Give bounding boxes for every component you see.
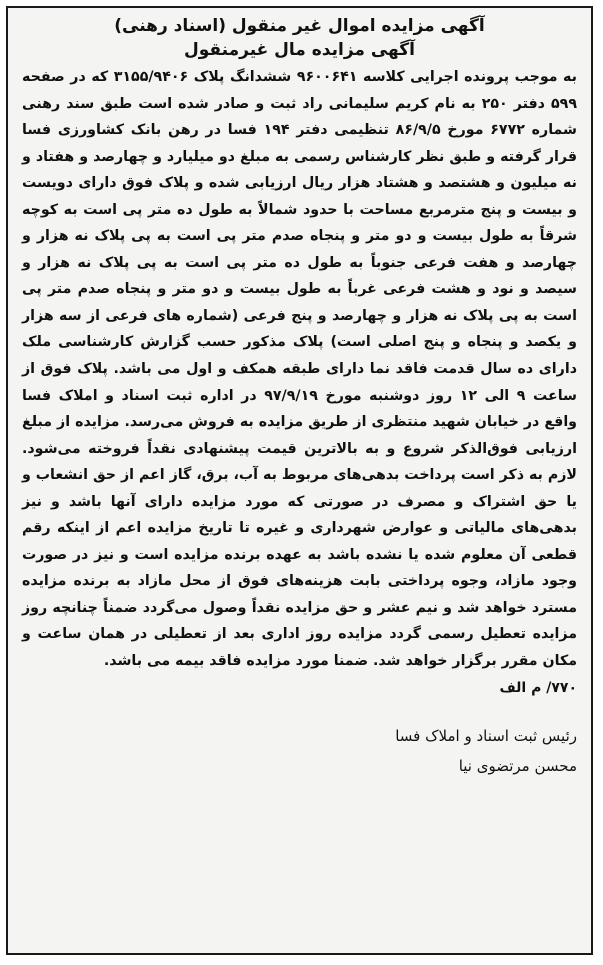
reference-code: ۷۷۰/ م الف <box>499 679 577 696</box>
notice-subtitle: آگهی مزایده مال غیرمنقول <box>184 40 415 60</box>
notice-box <box>6 6 593 955</box>
signature-title: رئیس ثبت اسناد و املاک فسا <box>395 726 577 745</box>
signature-name: محسن مرتضوی نیا <box>458 756 577 775</box>
signature-block <box>22 721 577 781</box>
notice-title: آگهی مزایده اموال غیر منقول (اسناد رهنی) <box>114 16 485 36</box>
notice-body: به موجب پرونده اجرایی کلاسه ۹۶۰۰۶۴۱ ششدانگ پلاک ۳۱۵۵/۹۴۰۶ که در صفحه ۵۹۹ دفتر ۲۵۰ به نام کریم سلیمانی راد ثبت و صادر شده است طبق سند رهنی شماره ۶۷۷۲ مورخ ۸۶/۹/۵ تنظیمی دفتر ۱۹۴ فسا در رهن بانک کشاورزی فسا قرار گرفته و طبق نظر کارشناس رسمی به مبلغ دو میلیارد و چهارصد و هفتاد و نه میلیون و هشتصد و هشتاد هزار ریال ارزیابی شده و پلاک فوق دارای دویست و بیست و پنج مترمربع مساحت با حدود شمالاً به طول ده متر پی است به کوچه شرقاً به طول بیست و دو متر و پنجاه صدم متر پی است به پی پلاک نه هزار و چهارصد و هفت فرعی جنوباً به طول ده متر پی است به پی پلاک نه هزار و سیصد و نود و هشت فرعی غرباً به طول بیست و دو متر و پنجاه صدم متر پی است به پی پلاک نه هزار و چهارصد و پنج فرعی (شماره های فرعی از سه هزار و یکصد و پنجاه و پنج اصلی است) پلاک مذکور حسب گزارش کارشناسی ملک دارای ده سال قدمت فاقد نما دارای طبقه همکف و اول می باشد. پلاک فوق از ساعت ۹ الی ۱۲ روز دوشنبه مورخ ۹۷/۹/۱۹ در اداره ثبت اسناد و املاک فسا واقع در خیابان شهید منتظری از طریق مزایده به فروش می‌رسد. مزایده از مبلغ ارزیابی فوق‌الذکر شروع و به بالاترین قیمت پیشنهادی نقداً فروخته می‌شود. لازم به ذکر است پرداخت بدهی‌های مربوط به آب، برق، گاز اعم از حق انشعاب و یا حق اشتراک و مصرف در صورتی که مورد مزایده دارای آنها باشد و نیز بدهی‌های مالیاتی و عوارض شهرداری و غیره تا تاریخ مزایده اعم از اینکه رقم قطعی آن معلوم شده یا نشده باشد به عهده برنده مزایده است و نیز در صورت وجود مازاد، وجوه پرداختی بابت هزینه‌های فوق از محل مازاد به برنده مزایده مسترد خواهد شد و نیم عشر و حق مزایده نقداً وصول می‌گردد ضمناً چنانچه روز مزایده تعطیل رسمی گردد مزایده روز اداری بعد از تعطیلی در همان ساعت و مکان مقرر برگزار خواهد شد. ضمنا مورد مزایده فاقد بیمه می باشد. <box>22 69 577 670</box>
